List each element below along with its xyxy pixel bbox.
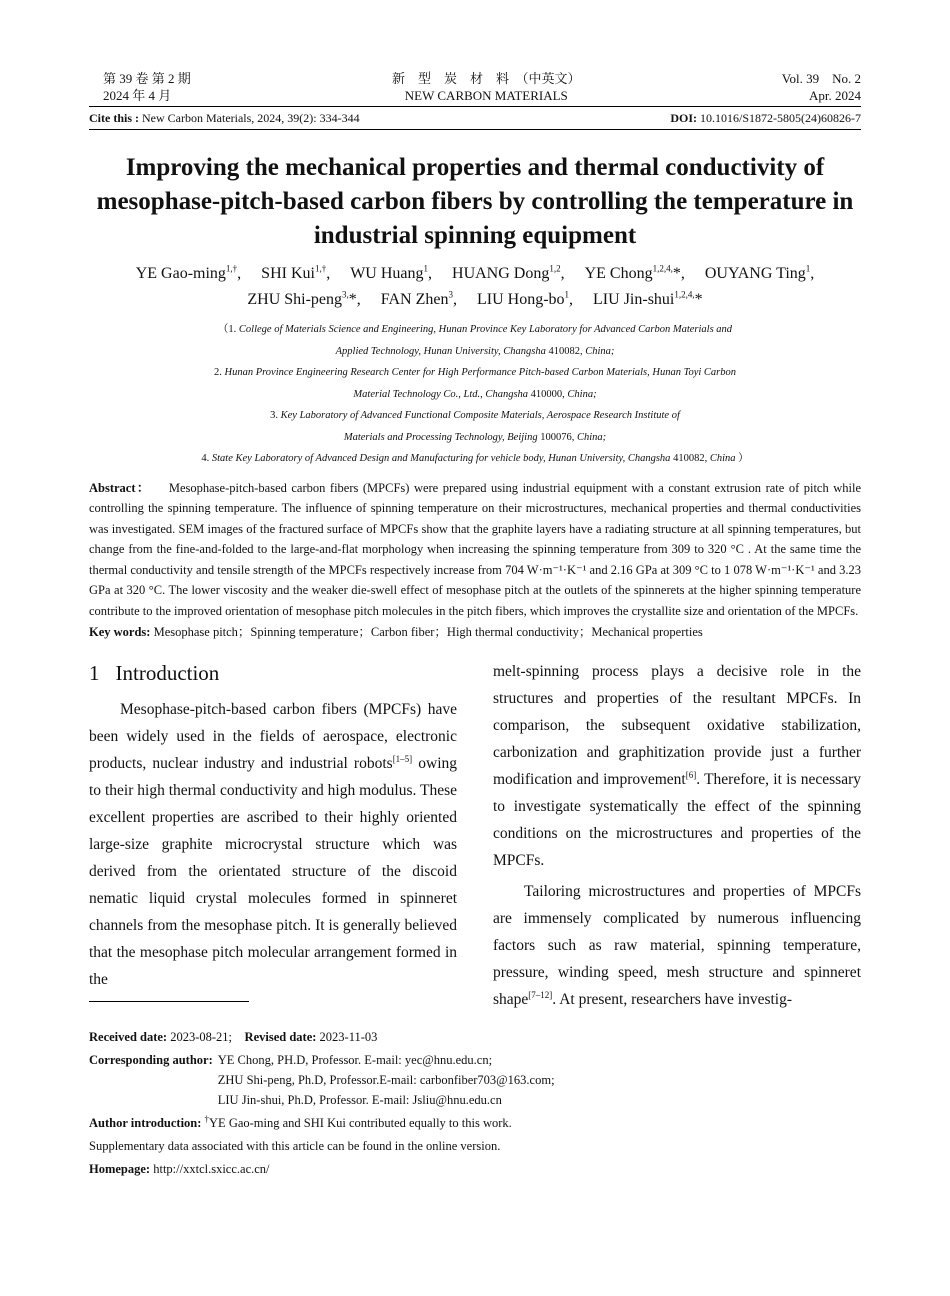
author-separator: , [569, 291, 574, 308]
author-name [705, 265, 814, 282]
keywords [89, 622, 861, 642]
corresponding-authors [218, 1050, 555, 1110]
author-introduction-row [89, 1113, 861, 1133]
affiliation-1-cont: Applied Technology, Hunan University, Changsha 410082, China; [335, 345, 615, 357]
affiliation-1-tail: Hunan University, Changsha [423, 345, 546, 357]
volume-issue-cn: 第 39 卷 第 2 期 [103, 71, 191, 86]
journal-page [89, 70, 861, 1182]
affiliation-4-close: ） [738, 453, 749, 464]
affiliation-1-text2: Applied Technology [335, 345, 419, 357]
affiliation-4-country: China [709, 453, 736, 464]
supplementary-row: Supplementary data associated with this article can be found in the online version. [89, 1139, 501, 1153]
section-number: 1 [89, 661, 100, 685]
author-name-text: LIU Jin-shui [593, 291, 675, 308]
citation-ref[interactable]: [6] [685, 769, 697, 780]
author-name-text: OUYANG Ting [704, 265, 806, 282]
author-name [136, 265, 241, 282]
author-affiliation-sup: 1 [805, 263, 811, 274]
author-separator: , [810, 265, 815, 282]
affiliation-3-text: Key Laboratory of Advanced Functional Composite Materials, Aerospace Research Institute of [280, 410, 680, 421]
corresponding-author-3: LIU Jin-shui, Ph.D, Professor. E-mail: Jsliu@hnu.edu.cn [217, 1093, 502, 1107]
intro-paragraph-2 [493, 878, 861, 1013]
date-en: Apr. 2024 [809, 88, 861, 103]
affiliation-2-text2: Material Technology Co., Ltd., Changsha [353, 388, 529, 400]
author-affiliation-sup: 1,2,4, [674, 289, 695, 300]
journal-name-cn: 新 型 炭 材 料 （中英文） [392, 71, 581, 86]
author-name-text: ZHU Shi-peng [247, 291, 343, 308]
citation-divider [89, 129, 861, 130]
author-name-text: YE Chong [584, 265, 653, 282]
intro-p1-cont-b: . Therefore, it is necessary to investigate systematically the effect of the spinning conditions on the microstructures and properties of the MPCFs. [493, 771, 861, 869]
author-affiliation-sup: 1,2,4, [652, 263, 673, 274]
received-date: 2023-08-21; [170, 1030, 233, 1044]
author-name-text: LIU Hong-bo [476, 291, 565, 308]
intro-paragraph-1 [89, 696, 457, 993]
affiliation-1-country: China; [585, 345, 615, 357]
author-affiliation-sup: 3 [448, 289, 453, 300]
homepage-row [89, 1159, 861, 1179]
intro-p1-part-a: Mesophase-pitch-based carbon fibers (MPCFs) have been widely used in the fields of aerospace, electronic products, nuclear industry and industrial robots [89, 701, 457, 772]
doi [670, 111, 861, 126]
citation-ref[interactable]: [7–12] [528, 989, 553, 1000]
author-list [89, 261, 861, 313]
affiliation-1-num: （1. [217, 324, 237, 335]
corresponding-author-row [89, 1050, 861, 1110]
header-right [782, 70, 861, 104]
author-name [585, 265, 685, 282]
corresponding-author-2: ZHU Shi-peng, Ph.D, Professor.E-mail: carbonfiber703@163.com; [217, 1073, 555, 1087]
author-name-text: YE Gao-ming [135, 265, 226, 282]
author-name [247, 291, 360, 308]
section-title: Introduction [115, 661, 220, 685]
dates-row [89, 1027, 861, 1047]
keywords-label: Key words: [89, 625, 151, 639]
author-separator: , [452, 291, 457, 308]
author-affiliation-sup: 1 [423, 263, 429, 274]
affiliation-3-cont [89, 427, 861, 449]
affiliation-4 [89, 448, 861, 470]
affiliation-4-code: 410082, [673, 453, 708, 464]
article-footnotes [89, 1027, 861, 1179]
affiliation-1-code: 410082, [548, 345, 583, 357]
volume-issue-en: Vol. 39 No. 2 [781, 71, 861, 86]
citation-bar [89, 111, 861, 126]
author-affiliation-sup: 1,† [314, 263, 327, 274]
author-intro-label: Author introduction: [89, 1116, 202, 1130]
affiliation-2-code: 410000, [530, 388, 565, 400]
affiliations [89, 319, 861, 470]
author-name [452, 265, 565, 282]
author-name [477, 291, 573, 308]
date-cn: 2024 年 4 月 [103, 88, 172, 103]
abstract-label: Abstract： [89, 480, 151, 495]
journal-name-en: NEW CARBON MATERIALS [404, 88, 568, 103]
affiliation-3 [89, 405, 861, 427]
left-column [89, 658, 457, 1013]
author-affiliation-sup: 1 [564, 289, 570, 300]
body-columns [89, 658, 861, 1013]
author-name [593, 291, 703, 308]
affiliation-3-text2: Materials and Processing Technology, Beijing [343, 431, 538, 443]
affiliation-2 [89, 362, 861, 384]
author-separator: , [326, 265, 331, 282]
homepage-link[interactable]: http://xxtcl.sxicc.ac.cn/ [153, 1162, 270, 1176]
corresponding-mark: * [672, 265, 681, 282]
author-name-text: WU Huang [350, 265, 424, 282]
header-left [89, 70, 191, 104]
intro-p1-part-b: owing to their high thermal conductivity and high modulus. These excellent properties are ascribed to their highly oriented large-size graphite microcrystal structure which was derived from the orientated structure of the discoid nematic liquid crystal molecules formed in spinneret channels from the mesophase pitch. It is generally believed that the mesophase pitch molecular arrangement formed in the [89, 755, 458, 988]
header-center [392, 70, 581, 104]
abstract-text: Mesophase-pitch-based carbon fibers (MPCFs) were prepared using industrial equipment with a constant extrusion rate of pitch while controlling the spinning temperature. The influence of spinning temperature on their microstructures, mechanical properties and thermal conductivities was investigated. SEM images of the fractured surface of MPCFs show that the graphite layers have a radiating structure at all spinning temperatures, but change from the fine-and-folded to the large-and-flat morphology when increasing the spinning temperature from 309 to 320 °C . At the same time the thermal conductivity and tensile strength of the MPCFs respectively increase from 704 W·m⁻¹·K⁻¹ and 2.16 GPa at 309 °C to 1 078 W·m⁻¹·K⁻¹ and 3.23 GPa at 320 °C. The lower viscosity and the weaker die-swell effect of mesophase pitch at the outlets of the spinnerets at the higher spinning temperature contribute to the improved orientation of mesophase pitch molecules in the pitch fibers, which improves the crystallite size and orientation of the MPCFs. [89, 480, 862, 618]
author-affiliation-sup: 1,† [225, 263, 238, 274]
affiliation-2-country: China; [567, 388, 597, 400]
affiliation-1-text: College of Materials Science and Engineering, Hunan Province Key Laboratory for Advanced Carbon Materials and [238, 324, 733, 335]
intro-p2-part-a: Tailoring microstructures and properties of MPCFs are immensely complicated by numerous influencing factors such as raw material, spinning temperature, pressure, winding speed, mesh structure and spinneret shape [493, 883, 861, 1008]
running-header [89, 70, 861, 104]
corresponding-label: Corresponding author: [89, 1053, 213, 1067]
affiliation-3-code: 100076, [540, 431, 575, 443]
revised-date: 2023-11-03 [319, 1030, 378, 1044]
article-title: Improving the mechanical properties and thermal conductivity of mesophase-pitch-based carbon fibers by controlling the temperature in industrial spinning equipment [96, 154, 854, 249]
affiliation-3-country: China; [576, 431, 607, 443]
author-intro-text: YE Gao-ming and SHI Kui contributed equally to this work. [209, 1116, 512, 1130]
received-label: Received date: [89, 1030, 168, 1044]
cite-this [89, 111, 360, 126]
citation-ref[interactable]: [1–5] [392, 753, 413, 764]
affiliation-4-num: 4. [201, 453, 210, 464]
header-divider [89, 106, 861, 107]
author-affiliation-sup: 3, [342, 289, 349, 300]
footnote-rule [89, 1001, 249, 1002]
doi-label: DOI: [670, 111, 697, 125]
corresponding-mark: * [694, 291, 703, 308]
author-separator: , [680, 265, 685, 282]
corresponding-author-1: YE Chong, PH.D, Professor. E-mail: yec@hnu.edu.cn; [217, 1053, 493, 1067]
intro-p2-part-b: . At present, researchers have investig- [552, 991, 793, 1008]
keywords-text: Mesophase pitch；Spinning temperature；Carbon fiber；High thermal conductivity；Mechanical properties [153, 625, 703, 639]
homepage-label: Homepage: [89, 1162, 151, 1176]
section-heading [89, 658, 457, 688]
author-name-text: SHI Kui [261, 265, 315, 282]
doi-value: 10.1016/S1872-5805(24)60826-7 [700, 111, 861, 125]
author-name-text: HUANG Dong [452, 265, 550, 282]
corresponding-mark: * [348, 291, 357, 308]
author-name [381, 291, 457, 308]
author-affiliation-sup: 1,2 [549, 263, 561, 274]
affiliation-1 [89, 319, 861, 341]
author-separator: , [428, 265, 433, 282]
author-name-text: FAN Zhen [380, 291, 449, 308]
affiliation-3-num: 3. [270, 410, 278, 421]
author-separator: , [560, 265, 565, 282]
affiliation-2-cont [89, 384, 861, 406]
intro-p1-cont-a: melt-spinning process plays a decisive role in the structures and properties of the resultant MPCFs. In comparison, the subsequent oxidative stabilization, carbonization and graphitization provide just a further modification and improvement [493, 663, 861, 788]
affiliation-4-text: State Key Laboratory of Advanced Design and Manufacturing for vehicle body, Hunan University, Changsha [211, 453, 671, 464]
right-column [493, 658, 861, 1013]
author-separator: , [237, 265, 242, 282]
abstract [89, 478, 861, 622]
author-name [261, 265, 330, 282]
affiliation-2-text: Hunan Province Engineering Research Center for High Performance Pitch-based Carbon Materials, Hunan Toyi Carbon [224, 367, 737, 378]
cite-label: Cite this : [89, 111, 139, 125]
author-separator: , [356, 291, 361, 308]
author-intro-mark: † [204, 1113, 210, 1124]
author-name [350, 265, 432, 282]
revised-label: Revised date: [244, 1030, 317, 1044]
affiliation-2-num: 2. [213, 367, 222, 378]
intro-paragraph-1-cont [493, 658, 861, 874]
cite-text: New Carbon Materials, 2024, 39(2): 334-344 [142, 111, 360, 125]
